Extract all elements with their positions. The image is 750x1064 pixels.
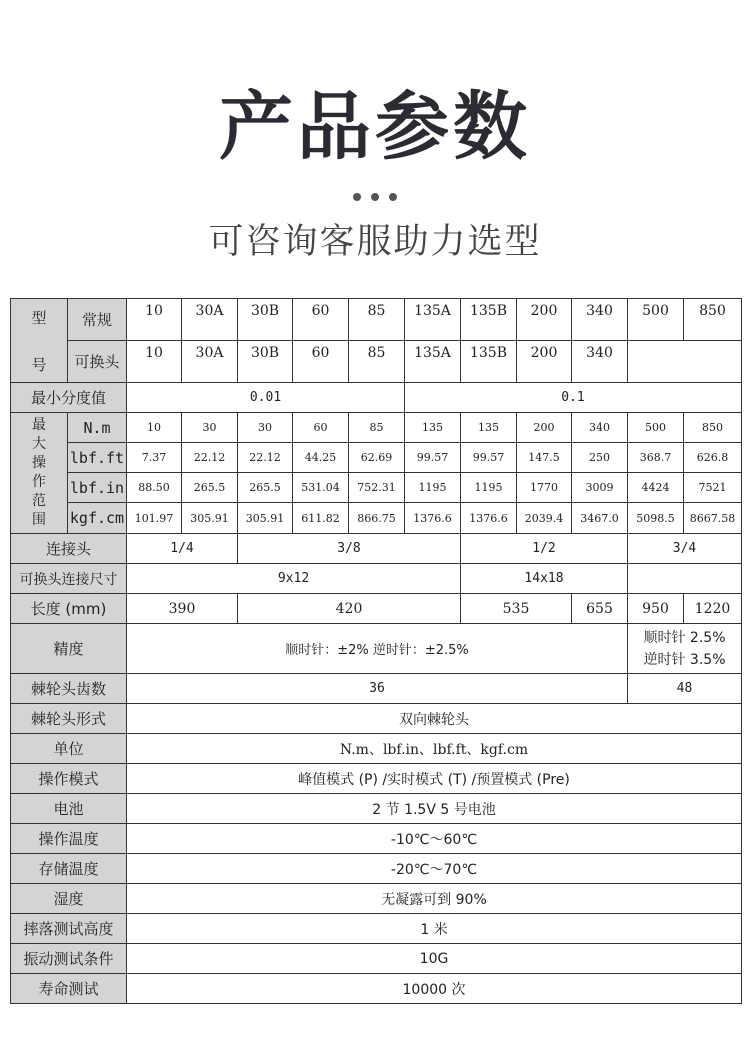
range-cell: 135 [461, 413, 517, 443]
model-cell: 30B [238, 341, 293, 383]
range-cell: 44.25 [293, 443, 349, 473]
range-cell: 30 [182, 413, 238, 443]
table-row [11, 704, 742, 734]
range-label-char: 最 [32, 417, 46, 433]
range-cell: 7.37 [127, 443, 182, 473]
table-row [11, 944, 742, 974]
table-row [11, 764, 742, 794]
range-cell: 1195 [461, 473, 517, 503]
range-cell: 99.57 [405, 443, 461, 473]
interchangeable-label: 可换头 [68, 341, 127, 383]
range-cell: 147.5 [517, 443, 572, 473]
life-test-value: 10000 次 [127, 974, 742, 1004]
model-cell: 135A [405, 299, 461, 341]
model-label-cell [11, 299, 68, 383]
model-cell: 30A [182, 299, 238, 341]
accuracy-label: 精度 [11, 624, 127, 674]
unit-value: N.m、lbf.in、lbf.ft、kgf.cm [127, 734, 742, 764]
accuracy-right [628, 624, 742, 674]
range-cell: 1770 [517, 473, 572, 503]
range-cell: 305.91 [238, 503, 293, 534]
length-value: 420 [238, 594, 461, 624]
min-division-value: 0.01 [127, 383, 405, 413]
unit-label: 单位 [11, 734, 127, 764]
vibration-test-label: 振动测试条件 [11, 944, 127, 974]
range-cell: 250 [572, 443, 628, 473]
length-value: 655 [572, 594, 628, 624]
range-cell: 305.91 [182, 503, 238, 534]
range-label [11, 413, 68, 534]
range-unit: lbf.in [68, 473, 127, 503]
model-cell: 850 [684, 299, 742, 341]
dot [371, 193, 379, 201]
length-value: 1220 [684, 594, 742, 624]
table-row [11, 624, 742, 674]
model-cell: 500 [628, 299, 684, 341]
storage-temp-label: 存储温度 [11, 854, 127, 884]
interchangeable-size-value: 14x18 [461, 564, 628, 594]
length-value: 950 [628, 594, 684, 624]
length-label: 长度 (mm) [11, 594, 127, 624]
model-cell: 200 [517, 299, 572, 341]
model-label-bottom: 号 [31, 355, 47, 374]
range-cell: 626.8 [684, 443, 742, 473]
range-unit: kgf.cm [68, 503, 127, 534]
range-cell: 88.50 [127, 473, 182, 503]
min-division-label: 最小分度值 [11, 383, 127, 413]
table-row [11, 854, 742, 884]
range-cell: 62.69 [349, 443, 405, 473]
humidity-value: 无凝露可到 90% [127, 884, 742, 914]
drop-test-value: 1 米 [127, 914, 742, 944]
ratchet-type-label: 棘轮头形式 [11, 704, 127, 734]
dot [353, 193, 361, 201]
range-cell: 60 [293, 413, 349, 443]
accuracy-clockwise: 顺时针 2.5% [643, 629, 726, 646]
length-value: 390 [127, 594, 238, 624]
model-cell: 135B [461, 299, 517, 341]
range-cell: 5098.5 [628, 503, 684, 534]
range-label-char: 作 [32, 474, 46, 490]
range-cell: 7521 [684, 473, 742, 503]
interchangeable-size-label: 可换头连接尺寸 [11, 564, 127, 594]
range-cell: 531.04 [293, 473, 349, 503]
connector-value: 1/2 [461, 534, 628, 564]
model-cell: 60 [293, 299, 349, 341]
model-label-top: 型 [31, 308, 47, 327]
table-row [11, 473, 742, 503]
range-cell: 85 [349, 413, 405, 443]
empty-cell [628, 341, 742, 383]
table-row [11, 534, 742, 564]
range-cell: 22.12 [238, 443, 293, 473]
range-cell: 265.5 [182, 473, 238, 503]
range-label-char: 范 [32, 493, 46, 509]
connector-label: 连接头 [11, 534, 127, 564]
table-row [11, 443, 742, 473]
model-cell: 340 [572, 341, 628, 383]
mode-label: 操作模式 [11, 764, 127, 794]
range-cell: 1376.6 [461, 503, 517, 534]
humidity-label: 湿度 [11, 884, 127, 914]
range-label-char: 大 [32, 436, 46, 452]
decorative-dots [0, 186, 750, 205]
model-cell: 85 [349, 341, 405, 383]
range-cell: 99.57 [461, 443, 517, 473]
model-cell: 30B [238, 299, 293, 341]
life-test-label: 寿命测试 [11, 974, 127, 1004]
table-row [11, 674, 742, 704]
model-cell: 60 [293, 341, 349, 383]
model-cell: 10 [127, 341, 182, 383]
connector-value: 3/4 [628, 534, 742, 564]
model-cell: 200 [517, 341, 572, 383]
range-cell: 30 [238, 413, 293, 443]
range-cell: 340 [572, 413, 628, 443]
length-value: 535 [461, 594, 572, 624]
vibration-test-value: 10G [127, 944, 742, 974]
table-row [11, 594, 742, 624]
page-subtitle: 可咨询客服助力选型 [208, 222, 542, 262]
mode-value: 峰值模式 (P) /实时模式 (T) /预置模式 (Pre) [127, 764, 742, 794]
range-cell: 3467.0 [572, 503, 628, 534]
min-division-value: 0.1 [405, 383, 742, 413]
table-row [11, 341, 742, 383]
connector-value: 3/8 [238, 534, 461, 564]
range-cell: 611.82 [293, 503, 349, 534]
interchangeable-size-value: 9x12 [127, 564, 461, 594]
range-cell: 1195 [405, 473, 461, 503]
range-cell: 850 [684, 413, 742, 443]
range-cell: 10 [127, 413, 182, 443]
connector-value: 1/4 [127, 534, 238, 564]
battery-label: 电池 [11, 794, 127, 824]
regular-label: 常规 [68, 299, 127, 341]
page-title: 产品参数 [219, 84, 531, 170]
spec-table [10, 298, 742, 1004]
table-row [11, 413, 742, 443]
range-cell: 1376.6 [405, 503, 461, 534]
table-row [11, 974, 742, 1004]
model-cell: 135A [405, 341, 461, 383]
dot [389, 193, 397, 201]
table-row [11, 824, 742, 854]
ratchet-teeth-value: 36 [127, 674, 628, 704]
ratchet-teeth-label: 棘轮头齿数 [11, 674, 127, 704]
table-row [11, 383, 742, 413]
range-cell: 866.75 [349, 503, 405, 534]
ratchet-teeth-value: 48 [628, 674, 742, 704]
range-cell: 4424 [628, 473, 684, 503]
model-cell: 340 [572, 299, 628, 341]
drop-test-label: 摔落测试高度 [11, 914, 127, 944]
table-row [11, 503, 742, 534]
table-row [11, 564, 742, 594]
range-cell: 265.5 [238, 473, 293, 503]
range-cell: 200 [517, 413, 572, 443]
range-cell: 22.12 [182, 443, 238, 473]
range-cell: 2039.4 [517, 503, 572, 534]
range-cell: 135 [405, 413, 461, 443]
op-temp-value: -10℃～60℃ [127, 824, 742, 854]
table-row [11, 734, 742, 764]
battery-value: 2 节 1.5V 5 号电池 [127, 794, 742, 824]
range-label-char: 围 [32, 512, 46, 528]
accuracy-counterclockwise: 逆时针 3.5% [643, 651, 726, 668]
model-cell: 30A [182, 341, 238, 383]
model-cell: 10 [127, 299, 182, 341]
ratchet-type-value: 双向棘轮头 [127, 704, 742, 734]
model-cell: 135B [461, 341, 517, 383]
range-cell: 368.7 [628, 443, 684, 473]
model-cell: 85 [349, 299, 405, 341]
storage-temp-value: -20℃～70℃ [127, 854, 742, 884]
range-unit: lbf.ft [68, 443, 127, 473]
range-cell: 8667.58 [684, 503, 742, 534]
range-cell: 3009 [572, 473, 628, 503]
empty-cell [628, 564, 742, 594]
table-row [11, 914, 742, 944]
range-cell: 752.31 [349, 473, 405, 503]
op-temp-label: 操作温度 [11, 824, 127, 854]
accuracy-value: 顺时针：±2% 逆时针：±2.5% [127, 624, 628, 674]
range-label-char: 操 [32, 455, 46, 471]
range-cell: 101.97 [127, 503, 182, 534]
table-row [11, 299, 742, 341]
table-row [11, 794, 742, 824]
range-cell: 500 [628, 413, 684, 443]
table-row [11, 884, 742, 914]
range-unit: N.m [68, 413, 127, 443]
